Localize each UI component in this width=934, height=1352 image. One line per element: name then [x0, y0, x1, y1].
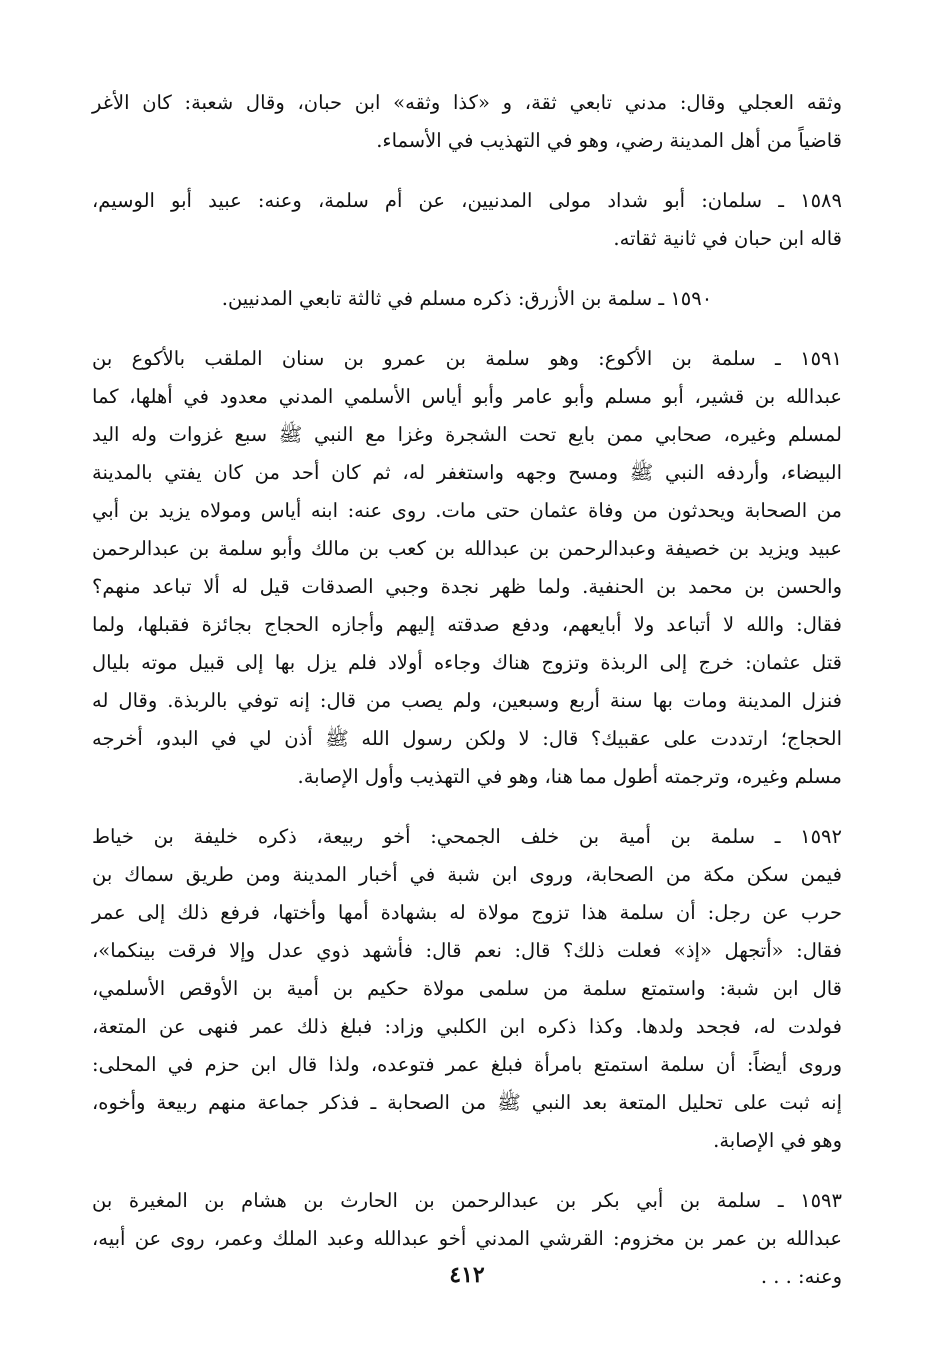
paragraph	[92, 280, 842, 318]
paragraph	[92, 84, 842, 160]
text-line: ١٥٩٠ ـ سلمة بن الأزرق: ذكره مسلم في ثالثة تابعي المدنيين.	[221, 287, 713, 310]
page-number: ٤١٢	[449, 1262, 485, 1288]
text-line: ١٥٩٢ ـ سلمة بن أمية بن خلف الجمحي: أخو ربيعة، ذكره خليفة بن خياط	[92, 825, 842, 848]
text-line: والحسن بن محمد بن الحنفية. ولما ظهر نجدة وجبي الصدقات قيل له ألا تباعد منهم؟	[92, 575, 842, 598]
text-line: عبيد ويزيد بن خصيفة وعبدالرحمن بن عبدالله بن كعب بن مالك وأبو سلمة بن عبدالرحمن	[92, 537, 842, 560]
text-line: عبدالله بن قشير، أبو مسلم وأبو عامر وأبو أياس الأسلمي المدني معدود في أهلها، كما	[92, 385, 842, 408]
paragraph	[92, 340, 842, 796]
text-line: ١٥٩٣ ـ سلمة بن أبي بكر بن عبدالرحمن بن الحارث بن هشام بن المغيرة بن	[92, 1189, 842, 1212]
text-line: قتل عثمان: خرج إلى الربذة وتزوج هناك وجاءه أولاد فلم يزل بها إلى قبيل موته بليال	[92, 651, 842, 674]
text-line: وهو في الإصابة.	[713, 1129, 842, 1152]
page-body	[92, 84, 842, 1318]
text-line: فنزل المدينة ومات بها سنة أربع وسبعين، ولم يصب من قال: إنه توفي بالربذة. وقال له	[92, 689, 842, 712]
text-line: حرب عن رجل: أن سلمة هذا تزوج مولاة له بشهادة أمها وأختها، فرفع ذلك إلى عمر	[92, 901, 842, 924]
text-line: وعنه: . . .	[760, 1265, 842, 1288]
text-line: ١٥٨٩ ـ سلمان: أبو شداد مولى المدنيين، عن أم سلمة، وعنه: عبيد أبو الوسيم،	[92, 189, 842, 212]
text-line: لمسلم وغيره، صحابي ممن بايع تحت الشجرة وغزا مع النبي ﷺ سبع غزوات وله اليد	[92, 423, 842, 446]
text-line: وروى أيضاً: أن سلمة استمتع بامرأة فبلغ عمر فتوعده، ولذا قال ابن حزم في المحلى:	[92, 1053, 842, 1076]
text-line: فقال: والله لا أتباعد ولا أبايعهم، ودفع صدقته إليهم وأجازه الحجاج بجائزة فقبلها، ولما	[92, 613, 842, 636]
text-line: الحجاج؛ ارتددت على عقبيك؟ قال: لا ولكن رسول الله ﷺ أذن لي في البدو، أخرجه	[92, 727, 842, 750]
text-line: إنه ثبت على تحليل المتعة بعد النبي ﷺ من الصحابة ـ فذكر جماعة منهم ربيعة وأخوه،	[92, 1091, 842, 1114]
paragraph	[92, 182, 842, 258]
text-line: قال ابن شبة: واستمتع سلمة من سلمى مولاة حكيم بن أمية بن الأوقص الأسلمي،	[92, 977, 842, 1000]
text-line: عبدالله بن عمر بن مخزوم: القرشي المدني أخو عبدالله وعبد الملك وعمر، روى عن أبيه،	[92, 1227, 842, 1250]
text-line: فقال: «أتجهل «إذ» فعلت ذلك؟ قال: نعم قال: فأشهد ذوي عدل وإلا فرقت بينكما»،	[92, 939, 842, 962]
text-line: فيمن سكن مكة من الصحابة، وروى ابن شبة في أخبار المدينة ومن طريق سماك بن	[92, 863, 842, 886]
text-line: مسلم وغيره، وترجمته أطول مما هنا، وهو في التهذيب وأول الإصابة.	[297, 765, 842, 788]
text-line: فولدت له، فجحد ولدها. وكذا ذكره ابن الكلبي وزاد: فبلغ ذلك عمر فنهى عن المتعة،	[92, 1015, 842, 1038]
text-line: ١٥٩١ ـ سلمة بن الأكوع: وهو سلمة بن عمرو بن سنان الملقب بالأكوع بن	[92, 347, 842, 370]
text-line: من الصحابة ويحدثون من وفاة عثمان حتى مات. روى عنه: ابنه أياس ومولاه يزيد بن أبي	[92, 499, 842, 522]
text-line: وثقه العجلي وقال: مدني تابعي ثقة، و «كذا وثقه» ابن حبان، وقال شعبة: كان الأغر	[92, 91, 842, 114]
text-line: قاله ابن حبان في ثانية ثقاته.	[613, 227, 842, 250]
text-line: قاضياً من أهل المدينة رضي، وهو في التهذيب في الأسماء.	[376, 129, 842, 152]
text-line: البيضاء، وأردفه النبي ﷺ ومسح وجهه واستغفر له، ثم كان أحد من كان يفتي بالمدينة	[92, 461, 842, 484]
paragraph	[92, 818, 842, 1160]
